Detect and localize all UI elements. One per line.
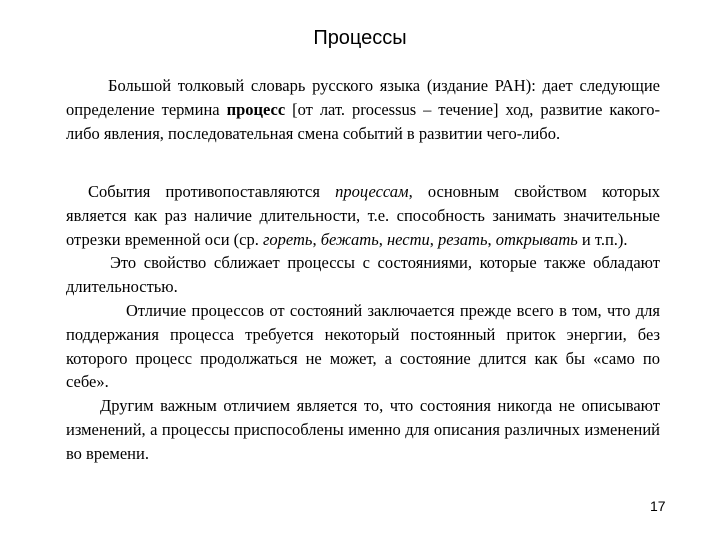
verb-example: резать	[438, 229, 488, 249]
events-text-mid: , основным свойством которых является как раз наличие длительности, т.е. способность занимать значительные отрезки временной оси (ср.	[66, 182, 660, 249]
slide-title: Процессы	[313, 27, 407, 49]
duration-paragraph: Это свойство сближает процессы с состояниями, которые также обладают длительностью.	[66, 253, 660, 297]
verb-example: открывать	[495, 229, 578, 249]
events-block	[66, 180, 660, 466]
verb-example: гореть	[262, 229, 313, 249]
changes-paragraph: Другим важным отличием является то, что состояния никогда не описывают изменений, а процессы приспособлены именно для описания различных изменений во времени.	[66, 396, 660, 463]
definition-block	[66, 74, 660, 145]
events-text-end: и т.п.).	[577, 229, 628, 249]
definition-paragraph	[66, 74, 660, 145]
events-processes-term: процессам	[335, 182, 409, 201]
difference-paragraph: Отличие процессов от состояний заключается прежде всего в том, что для поддержания процесса требуется некоторый постоянный приток энергии, без которого процесс продолжаться не может, а состояние длится как бы «само по себе».	[66, 300, 660, 392]
definition-rest: [от лат. processus – течение] ход, развитие какого-либо явления, последовательная смена событий в развитии чего-либо.	[66, 99, 660, 143]
verb-example: бежать	[320, 229, 379, 249]
definition-term: процесс	[226, 99, 286, 119]
definition-intro: Большой толковый словарь русского языка (издание РАН): дает следующие определение термина	[66, 76, 660, 119]
events-text-start: События противопоставляются	[88, 182, 336, 201]
events-paragraph: События противопоставляются процессам, основным свойством которых является как раз наличие длительности, т.е. способность занимать значительные отрезки временной оси (ср. гореть, бежать, нести, резать, открывать и т.п.).	[66, 182, 660, 249]
page-number: 17	[650, 498, 666, 514]
verb-example: нести	[386, 229, 430, 249]
